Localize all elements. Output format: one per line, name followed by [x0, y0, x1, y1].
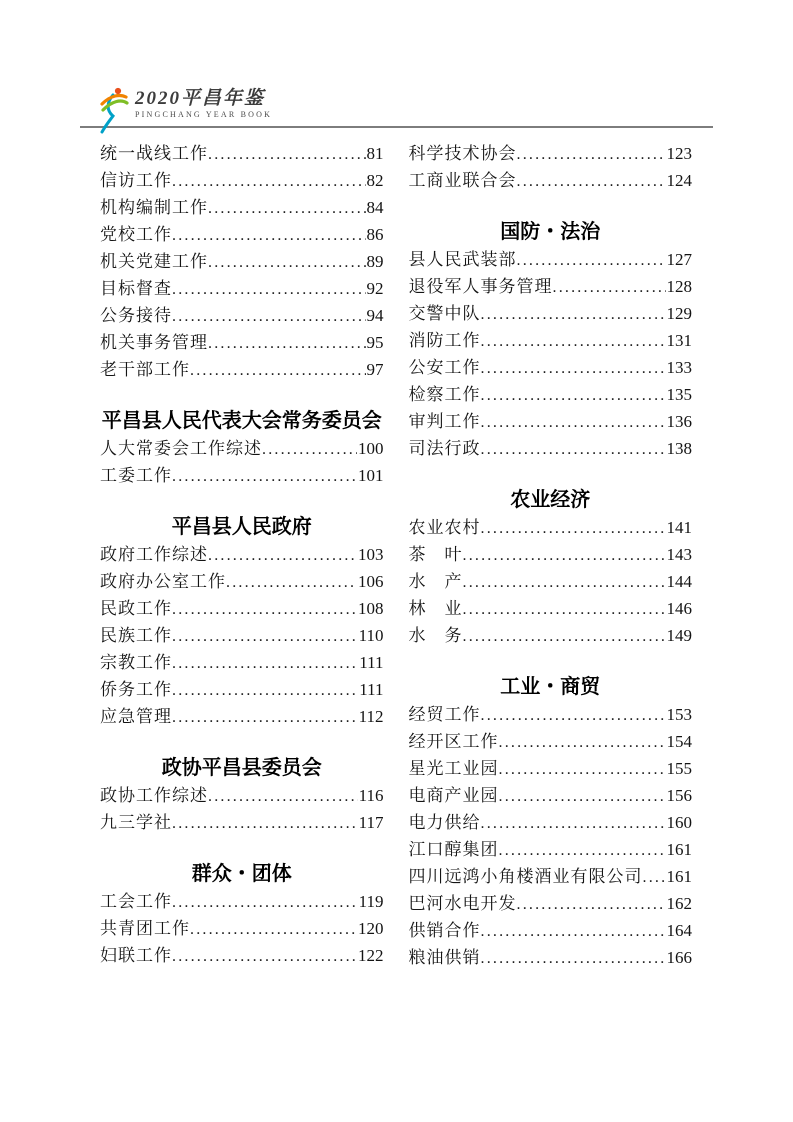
toc-entry [100, 248, 384, 275]
toc-entry-title: 林 业 [408, 599, 463, 618]
toc-entry-title: 县人民武装部 [408, 250, 517, 269]
toc-entry-title: 老干部工作 [100, 360, 190, 379]
toc-entry-page-number: 117 [358, 813, 384, 832]
toc-entry [100, 140, 384, 167]
toc-entry-page-number: 94 [366, 306, 384, 325]
toc-entry-page-number: 143 [666, 545, 692, 564]
toc-entry-page-number: 149 [666, 626, 692, 645]
dot-leader [172, 703, 358, 731]
toc-entry-page-number: 131 [666, 331, 692, 350]
dot-leader [262, 435, 357, 463]
dot-leader [226, 568, 357, 596]
dot-leader [172, 888, 358, 916]
toc-entry-page-number: 136 [666, 412, 692, 431]
toc-entry [409, 701, 693, 728]
toc-entry [100, 435, 384, 462]
toc-entry-page-number: 128 [666, 277, 692, 296]
toc-entry-title: 政协工作综述 [100, 786, 208, 805]
dot-leader [517, 246, 666, 274]
dot-leader [208, 541, 357, 569]
yearbook-subtitle: PINGCHANG YEAR BOOK [135, 110, 273, 119]
toc-entry [409, 782, 693, 809]
toc-entry-page-number: 103 [358, 545, 384, 564]
dot-leader [208, 782, 358, 810]
toc-entry-page-number: 133 [666, 358, 692, 377]
toc-section-heading: 国防・法治 [500, 221, 601, 243]
toc-entry [409, 728, 693, 755]
dot-leader [172, 809, 358, 837]
toc-entry [409, 354, 693, 381]
toc-entry-title: 农业农村 [408, 518, 481, 537]
toc-entry-page-number: 160 [666, 813, 692, 832]
toc-entry-page-number: 153 [666, 705, 692, 724]
toc-column-left [100, 140, 384, 971]
toc-entry-page-number: 101 [358, 466, 384, 485]
dot-leader [172, 622, 358, 650]
toc-entry [409, 755, 693, 782]
toc-entry-page-number: 155 [666, 759, 692, 778]
toc-entry-page-number: 89 [366, 252, 384, 271]
toc-entry-title: 审判工作 [408, 412, 481, 431]
toc-entry [100, 462, 384, 489]
toc-entry-title: 侨务工作 [100, 680, 172, 699]
toc-entry-title: 民政工作 [100, 599, 172, 618]
dot-leader [172, 676, 358, 704]
dot-leader [481, 300, 666, 328]
toc-entry [100, 703, 384, 730]
toc-entry-page-number: 135 [666, 385, 692, 404]
toc-entry-title: 目标督查 [100, 279, 172, 298]
toc-entry-title: 民族工作 [100, 626, 172, 645]
toc-entry [100, 942, 384, 969]
toc-entry-title: 妇联工作 [100, 946, 172, 965]
toc-entry-title: 检察工作 [408, 385, 481, 404]
toc-entry-title: 工委工作 [100, 466, 172, 485]
dot-leader [481, 381, 666, 409]
toc-entry [100, 167, 384, 194]
toc-entry-title: 茶 叶 [408, 545, 463, 564]
yearbook-logo-icon [98, 86, 130, 134]
toc-entry-title: 水 务 [408, 626, 463, 645]
toc-entry [409, 836, 693, 863]
dot-leader [172, 649, 358, 677]
dot-leader [643, 863, 666, 891]
dot-leader [499, 728, 666, 756]
dot-leader [553, 273, 666, 301]
toc-entry-title: 消防工作 [408, 331, 481, 350]
toc-entry-title: 机构编制工作 [100, 198, 208, 217]
toc-entry-title: 公安工作 [408, 358, 481, 377]
toc-entry-title: 经贸工作 [408, 705, 481, 724]
toc-entry [409, 514, 693, 541]
toc-entry-title: 党校工作 [100, 225, 172, 244]
toc-entry-title: 科学技术协会 [408, 144, 517, 163]
toc-entry-title: 星光工业园 [408, 759, 499, 778]
toc-entry [100, 676, 384, 703]
toc-entry [100, 915, 384, 942]
toc-entry [100, 809, 384, 836]
toc-entry [409, 568, 693, 595]
toc-entry-page-number: 127 [666, 250, 692, 269]
toc-section-heading: 群众・团体 [191, 863, 292, 885]
yearbook-logo-text [135, 89, 272, 120]
toc-entry-title: 巴河水电开发 [408, 894, 517, 913]
toc-entry [409, 863, 693, 890]
toc-section-heading: 政协平昌县委员会 [161, 757, 322, 779]
toc-entry [409, 408, 693, 435]
toc-entry-page-number: 111 [359, 653, 384, 672]
toc-entry [409, 381, 693, 408]
toc-entry-title: 九三学社 [100, 813, 172, 832]
toc-entry [409, 809, 693, 836]
toc-entry-page-number: 141 [666, 518, 692, 537]
toc-entry-page-number: 97 [366, 360, 384, 379]
dot-leader [172, 302, 366, 330]
dot-leader [517, 167, 666, 195]
dot-leader [481, 809, 666, 837]
toc-entry [100, 329, 384, 356]
dot-leader [172, 221, 366, 249]
dot-leader [481, 917, 666, 945]
toc-section-heading: 工业・商贸 [500, 676, 601, 698]
toc-entry-title: 政府办公室工作 [100, 572, 226, 591]
toc-entry-page-number: 119 [358, 892, 384, 911]
toc-entry-title: 机关党建工作 [100, 252, 208, 271]
dot-leader [463, 595, 666, 623]
toc-entry [100, 595, 384, 622]
toc-entry-title: 四川远鸿小角楼酒业有限公司 [408, 867, 643, 886]
toc-container [100, 140, 692, 971]
toc-entry-page-number: 111 [359, 680, 384, 699]
dot-leader [208, 329, 366, 357]
toc-entry-title: 供销合作 [408, 921, 481, 940]
toc-entry-page-number: 82 [366, 171, 384, 190]
dot-leader [208, 248, 366, 276]
toc-entry-title: 机关事务管理 [100, 333, 208, 352]
toc-entry-title: 统一战线工作 [100, 144, 208, 163]
dot-leader [517, 890, 666, 918]
toc-entry-page-number: 124 [666, 171, 692, 190]
toc-entry-title: 粮油供销 [408, 948, 481, 967]
dot-leader [481, 701, 666, 729]
toc-entry-title: 水 产 [408, 572, 463, 591]
toc-entry-title: 工会工作 [100, 892, 172, 911]
toc-entry-page-number: 95 [366, 333, 384, 352]
toc-entry [409, 246, 693, 273]
toc-entry-title: 退役军人事务管理 [408, 277, 553, 296]
toc-entry-page-number: 161 [666, 867, 692, 886]
toc-entry-title: 人大常委会工作综述 [100, 439, 262, 458]
dot-leader [481, 944, 666, 972]
dot-leader [208, 194, 366, 222]
toc-entry [100, 194, 384, 221]
toc-entry-title: 信访工作 [100, 171, 172, 190]
yearbook-title: 2020平昌年鉴 [135, 88, 266, 109]
toc-entry-page-number: 120 [358, 919, 384, 938]
toc-entry-page-number: 129 [666, 304, 692, 323]
toc-entry-page-number: 138 [666, 439, 692, 458]
toc-entry [100, 649, 384, 676]
toc-entry [409, 435, 693, 462]
toc-entry [409, 917, 693, 944]
toc-entry-page-number: 156 [666, 786, 692, 805]
toc-section-heading: 平昌县人民代表大会常务委员会 [101, 410, 382, 432]
toc-entry [100, 302, 384, 329]
toc-entry-title: 江口醇集团 [408, 840, 499, 859]
toc-entry-page-number: 146 [666, 599, 692, 618]
toc-entry-page-number: 81 [366, 144, 384, 163]
toc-entry [100, 275, 384, 302]
toc-entry [409, 622, 693, 649]
toc-section-heading: 平昌县人民政府 [171, 516, 312, 538]
toc-entry [409, 890, 693, 917]
dot-leader [481, 408, 666, 436]
toc-entry-page-number: 161 [666, 840, 692, 859]
dot-leader [172, 462, 357, 490]
dot-leader [481, 327, 666, 355]
dot-leader [463, 568, 666, 596]
toc-entry-title: 共青团工作 [100, 919, 190, 938]
toc-entry [409, 140, 693, 167]
toc-entry-page-number: 112 [358, 707, 384, 726]
toc-entry-page-number: 154 [666, 732, 692, 751]
toc-entry [100, 541, 384, 568]
toc-entry-page-number: 162 [666, 894, 692, 913]
toc-entry [100, 888, 384, 915]
toc-entry [409, 595, 693, 622]
dot-leader [517, 140, 666, 168]
toc-entry-page-number: 100 [358, 439, 384, 458]
dot-leader [172, 942, 357, 970]
toc-entry-title: 应急管理 [100, 707, 172, 726]
toc-entry-title: 工商业联合会 [408, 171, 517, 190]
toc-entry-page-number: 86 [366, 225, 384, 244]
toc-entry [100, 221, 384, 248]
dot-leader [172, 167, 366, 195]
toc-section-heading: 农业经济 [510, 489, 591, 511]
toc-entry-page-number: 123 [666, 144, 692, 163]
dot-leader [481, 354, 666, 382]
dot-leader [172, 595, 357, 623]
dot-leader [190, 356, 366, 384]
dot-leader [481, 435, 666, 463]
dot-leader [463, 622, 666, 650]
toc-entry [409, 944, 693, 971]
toc-entry-title: 宗教工作 [100, 653, 172, 672]
dot-leader [172, 275, 366, 303]
toc-entry-title: 电力供给 [408, 813, 481, 832]
toc-entry-title: 经开区工作 [408, 732, 499, 751]
toc-entry [100, 356, 384, 383]
toc-entry-page-number: 108 [358, 599, 384, 618]
dot-leader [499, 782, 666, 810]
dot-leader [463, 541, 666, 569]
toc-entry-page-number: 84 [366, 198, 384, 217]
toc-entry-title: 电商产业园 [408, 786, 499, 805]
toc-entry-page-number: 166 [666, 948, 692, 967]
toc-entry [409, 167, 693, 194]
toc-entry-page-number: 106 [358, 572, 384, 591]
toc-entry [100, 622, 384, 649]
dot-leader [499, 755, 666, 783]
dot-leader [208, 140, 366, 168]
toc-entry [409, 541, 693, 568]
yearbook-logo [98, 86, 272, 134]
dot-leader [190, 915, 357, 943]
toc-entry [409, 327, 693, 354]
toc-entry-title: 政府工作综述 [100, 545, 208, 564]
toc-entry-page-number: 116 [358, 786, 384, 805]
toc-entry-page-number: 92 [366, 279, 384, 298]
toc-entry-title: 交警中队 [408, 304, 481, 323]
toc-entry-page-number: 110 [358, 626, 384, 645]
toc-entry [409, 300, 693, 327]
toc-entry [409, 273, 693, 300]
toc-entry-page-number: 144 [666, 572, 692, 591]
toc-entry [100, 782, 384, 809]
toc-entry-title: 司法行政 [408, 439, 481, 458]
toc-entry-page-number: 122 [358, 946, 384, 965]
toc-entry [100, 568, 384, 595]
toc-entry-title: 公务接待 [100, 306, 172, 325]
toc-column-right [409, 140, 693, 971]
toc-entry-page-number: 164 [666, 921, 692, 940]
dot-leader [481, 514, 666, 542]
dot-leader [499, 836, 666, 864]
